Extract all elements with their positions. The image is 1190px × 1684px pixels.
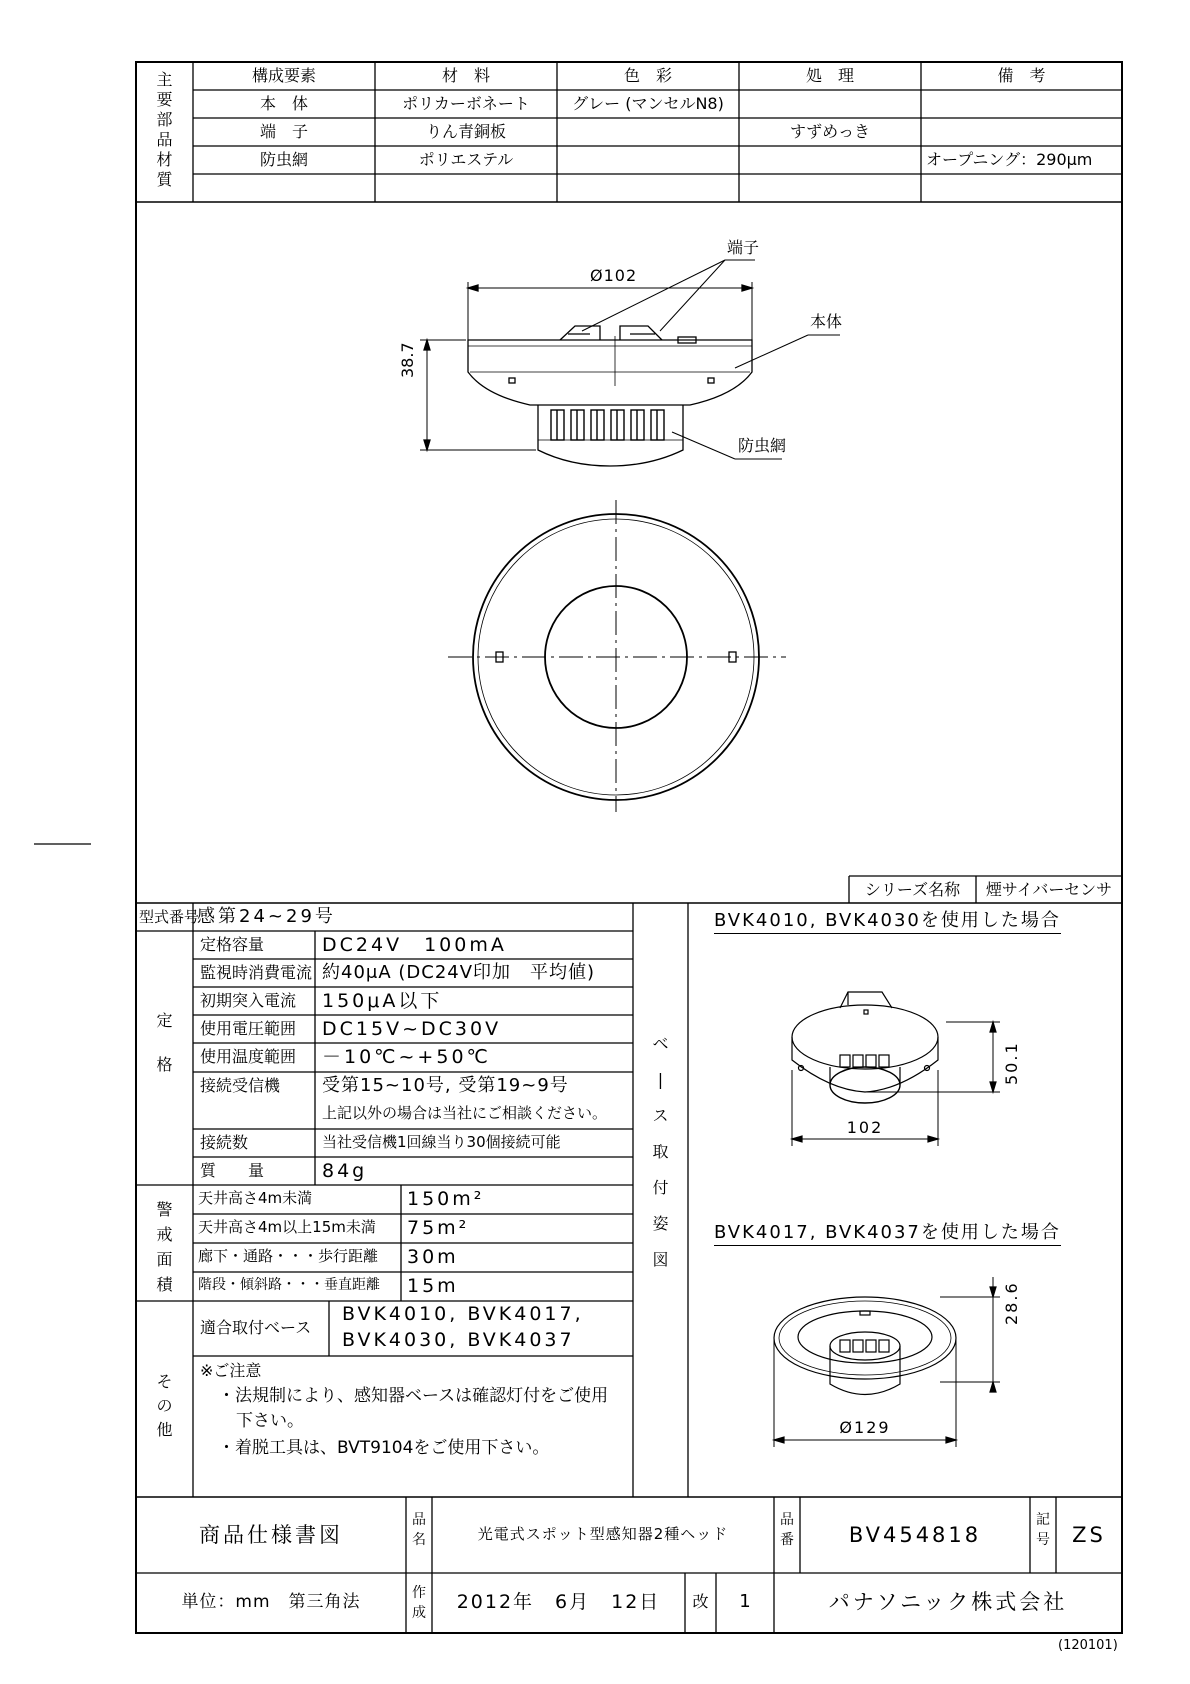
company-name: パナソニック株式会社 [828, 1590, 1068, 1614]
materials-cell: りん青銅板 [425, 122, 506, 141]
mark-label: 記 号 [1036, 1512, 1050, 1548]
footer-code: (120101) [1058, 1638, 1118, 1653]
mark-value: ZS [1072, 1523, 1106, 1547]
spec-rating-value: 150μA以下 [322, 990, 443, 1012]
spec-rating-item: 初期突入電流 [200, 991, 297, 1010]
doc-type: 商品仕様書図 [199, 1523, 343, 1547]
name-label: 品 名 [412, 1512, 426, 1548]
number-label: 品 番 [780, 1512, 794, 1548]
spec-note-1b: 下さい。 [236, 1411, 304, 1431]
label-net: 防虫網 [738, 436, 787, 455]
spec-rating-value: DC24V 100mA [322, 934, 507, 956]
label-terminal: 端子 [727, 238, 760, 257]
materials-cell: すずめっき [789, 122, 870, 141]
spec-rating-item: 質 量 [200, 1161, 265, 1180]
spec-note-title: ※ご注意 [200, 1361, 262, 1380]
materials-cell: 防虫網 [259, 150, 308, 169]
revision-label: 改 [692, 1592, 709, 1611]
created-label: 作 成 [412, 1585, 426, 1621]
materials-cell: グレー (マンセルN8) [572, 94, 724, 113]
dim-height: 38.7 [398, 342, 417, 378]
series-value: 煙サイバーセンサ [985, 880, 1113, 899]
series-label: シリーズ名称 [864, 880, 961, 899]
base-section-vertical-label: ベ | ス 取 付 姿 図 [652, 1034, 669, 1269]
spec-rating-item: 接続数 [200, 1133, 249, 1152]
materials-header-color: 色 彩 [623, 66, 672, 85]
spec-rating-value: －10℃~+50℃ [322, 1046, 491, 1068]
materials-cell: ポリエステル [418, 150, 514, 169]
materials-cell: 端 子 [259, 122, 308, 141]
spec-rating-value: 受第15~10号, 受第19~9号 [322, 1075, 569, 1096]
base-title-1: BVK4010, BVK4030を使用した場合 [714, 912, 1061, 934]
spec-base-value-1: BVK4010, BVK4017, [342, 1303, 584, 1325]
materials-cell: オープニング：290μm [926, 150, 1093, 169]
materials-header-component: 構成要素 [251, 66, 316, 85]
materials-cell: ポリカーボネート [402, 94, 530, 113]
base-title-2: BVK4017, BVK4037を使用した場合 [714, 1224, 1061, 1246]
base-dim-1-width: 102 [846, 1118, 884, 1137]
spec-base-value-2: BVK4030, BVK4037 [342, 1329, 575, 1351]
spec-rating-item: 使用温度範囲 [200, 1047, 297, 1066]
materials-header-material: 材 料 [441, 66, 490, 85]
materials-cell: 本 体 [259, 94, 308, 113]
spec-base-label: 適合取付ベース [200, 1318, 312, 1337]
spec-rating-value: 約40μA (DC24V印加 平均値) [322, 962, 596, 983]
spec-rating-label: 定 格 [156, 1011, 173, 1074]
base-dim-2-width: Ø129 [839, 1418, 891, 1437]
product-number: BV454818 [848, 1523, 982, 1547]
spec-rating-item: 使用電圧範囲 [200, 1019, 297, 1038]
spec-other-label: そ の 他 [156, 1372, 173, 1439]
spec-note-2: ・着脱工具は、BVT9104をご使用下さい。 [218, 1438, 550, 1458]
materials-header-treatment: 処 理 [805, 66, 854, 85]
created-date: 2012年 6月 12日 [456, 1591, 661, 1613]
spec-rating-item: 監視時消費電流 [200, 963, 313, 982]
label-body: 本体 [810, 312, 843, 331]
base-dim-2-height: 28.6 [1002, 1281, 1021, 1325]
spec-area-item: 天井高さ4m以上15m未満 [198, 1218, 376, 1236]
spec-model-label: 型式番号 [139, 908, 200, 926]
spec-rating-item: 接続受信機 [200, 1076, 281, 1095]
spec-note-1a: ・法規制により、感知器ベースは確認灯付をご使用 [218, 1386, 609, 1406]
spec-area-label: 警 戒 面 積 [156, 1200, 173, 1294]
spec-area-item: 廊下・通路・・・歩行距離 [198, 1247, 379, 1265]
spec-area-item: 階段・傾斜路・・・垂直距離 [198, 1277, 380, 1293]
spec-rating-value: 上記以外の場合は当社にご相談ください。 [322, 1104, 608, 1122]
spec-rating-value: 84g [322, 1160, 368, 1182]
spec-area-value: 75m² [407, 1217, 470, 1239]
spec-area-value: 30m [407, 1246, 459, 1268]
spec-model-value: 感第24~29号 [197, 906, 336, 927]
base-dim-1-height: 50.1 [1002, 1041, 1021, 1085]
spec-area-value: 150m² [407, 1188, 485, 1210]
spec-area-value: 15m [407, 1275, 459, 1297]
unit-projection: 単位：mm 第三角法 [181, 1592, 361, 1612]
materials-header-notes: 備 考 [997, 66, 1046, 85]
revision-value: 1 [739, 1591, 751, 1612]
product-name: 光電式スポット型感知器2種ヘッド [477, 1525, 729, 1543]
materials-side-label: 主 要 部 品 材 質 [156, 70, 173, 189]
spec-rating-value: DC15V~DC30V [322, 1018, 502, 1040]
spec-rating-value: 当社受信機1回線当り30個接続可能 [322, 1133, 561, 1151]
spec-rating-item: 定格容量 [200, 935, 265, 954]
spec-area-item: 天井高さ4m未満 [198, 1189, 313, 1207]
product-bottom-view [448, 500, 786, 812]
dim-diameter: Ø102 [590, 266, 638, 285]
